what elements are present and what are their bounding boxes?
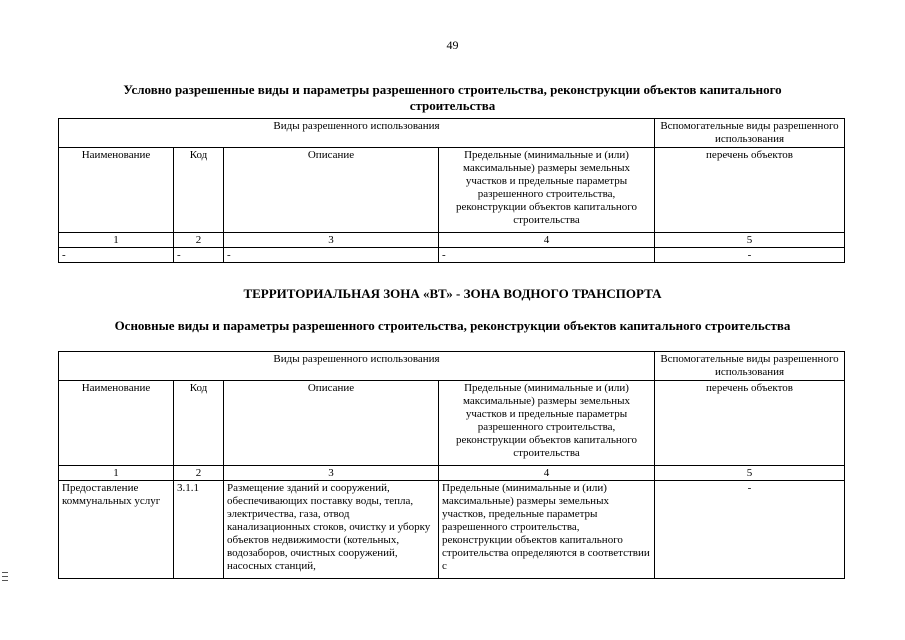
header-main-uses: Виды разрешенного использования <box>59 352 655 381</box>
column-number: 1 <box>59 233 174 248</box>
conditional-uses-table <box>58 118 845 263</box>
column-number: 1 <box>59 466 174 481</box>
column-number: 2 <box>174 233 224 248</box>
cell-description-text: Размещение зданий и сооружений, обеспечивающих поставку воды, тепла, электричества, газа, отвод канализационных стоков, очистку и уборку объектов недвижимости (котельных, водозаборов, очистных сооружений, насосных станций, <box>227 482 431 572</box>
header-description: Описание <box>224 148 439 233</box>
column-number: 2 <box>174 466 224 481</box>
page-number: 49 <box>446 38 459 52</box>
cell-code <box>174 481 224 579</box>
table-subheader-row <box>59 381 845 466</box>
zone-title: ТЕРРИТОРИАЛЬНАЯ ЗОНА «ВТ» - ЗОНА ВОДНОГО ТРАНСПОРТА <box>243 286 662 301</box>
cell-limits-text: Предельные (минимальные и (или) максимальные) размеры земельных участков, предельные параметры разрешенного строительства, реконструкции объектов капитального строительства определяются в соответствии с <box>442 482 650 572</box>
column-number: 4 <box>439 233 655 248</box>
cell-name-text: Предоставление коммунальных услуг <box>62 482 161 507</box>
scan-edge-mark <box>2 580 8 581</box>
header-description: Описание <box>224 381 439 466</box>
table-row <box>59 481 845 579</box>
cell-name: - <box>59 248 174 263</box>
main-uses-table <box>58 351 845 579</box>
section-title-conditional: Условно разрешенные виды и параметры разрешенного строительства, реконструкции объектов капитального строительства <box>123 82 782 113</box>
header-limits: Предельные (минимальные и (или) максимальные) размеры земельных участков и предельные параметры разрешенного строительства, реконструкции объектов капитального строительства <box>439 381 655 466</box>
scan-edge-mark <box>2 576 8 577</box>
table-subheader-row <box>59 148 845 233</box>
header-aux-uses: Вспомогательные виды разрешенного использования <box>655 119 845 148</box>
header-main-uses: Виды разрешенного использования <box>59 119 655 148</box>
cell-object-list <box>655 481 845 579</box>
cell-code-text: 3.1.1 <box>177 482 199 494</box>
table-header-row <box>59 352 845 381</box>
column-number: 4 <box>439 466 655 481</box>
cell-name <box>59 481 174 579</box>
column-number: 3 <box>224 466 439 481</box>
header-code: Код <box>174 148 224 233</box>
table-row <box>59 248 845 263</box>
column-number-row <box>59 233 845 248</box>
cell-description: - <box>224 248 439 263</box>
cell-code: - <box>174 248 224 263</box>
column-number: 5 <box>655 466 845 481</box>
header-code: Код <box>174 381 224 466</box>
table-header-row <box>59 119 845 148</box>
section-title-main: Основные виды и параметры разрешенного строительства, реконструкции объектов капитального строительства <box>114 318 791 333</box>
cell-description <box>224 481 439 579</box>
header-name: Наименование <box>59 381 174 466</box>
scan-edge-mark <box>2 572 8 573</box>
cell-object-list: - <box>655 248 845 263</box>
header-aux-uses: Вспомогательные виды разрешенного использования <box>655 352 845 381</box>
header-object-list: перечень объектов <box>655 148 845 233</box>
column-number-row <box>59 466 845 481</box>
cell-limits <box>439 481 655 579</box>
cell-object-list-text: - <box>747 482 752 494</box>
header-object-list: перечень объектов <box>655 381 845 466</box>
cell-limits: - <box>439 248 655 263</box>
column-number: 5 <box>655 233 845 248</box>
header-limits: Предельные (минимальные и (или) максимальные) размеры земельных участков и предельные параметры разрешенного строительства, реконструкции объектов капитального строительства <box>439 148 655 233</box>
column-number: 3 <box>224 233 439 248</box>
header-name: Наименование <box>59 148 174 233</box>
